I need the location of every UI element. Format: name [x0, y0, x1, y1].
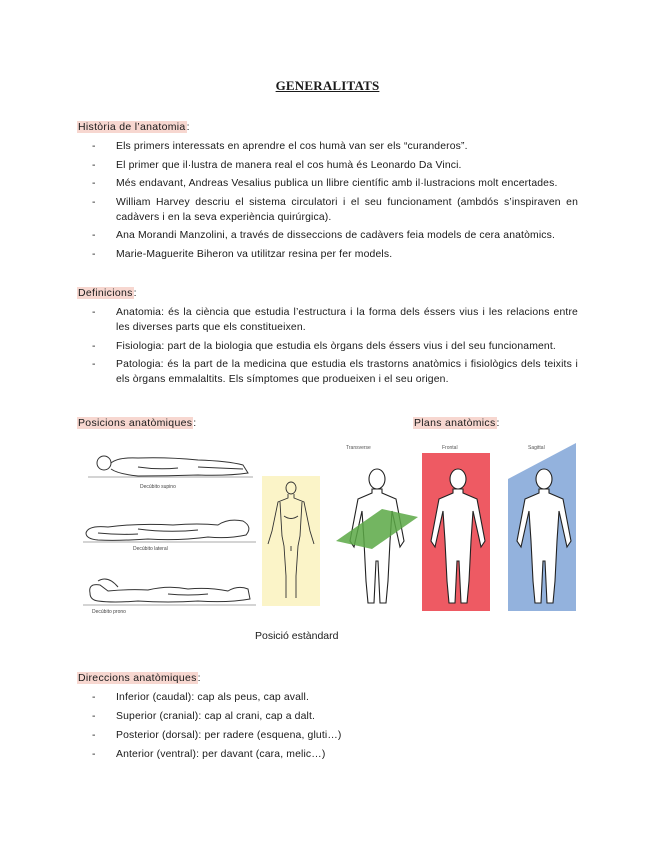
label-prone: Decúbito prono	[92, 609, 126, 615]
list-item-text: Patologia: és la part de la medicina que estudia els trastorns anatòmics i fisiològics dels teixits i els òrgans emmalaltits. Els símptomes que produeixen i el seu origen.	[116, 359, 578, 385]
list-item-text: Anterior (ventral): per davant (cara, melic…)	[116, 749, 326, 760]
list-item	[77, 176, 578, 191]
list-item	[77, 158, 578, 173]
list-item	[77, 690, 578, 705]
directions-list	[77, 690, 578, 766]
positions-heading-text: Posicions anatòmiques	[78, 417, 193, 429]
transverse-plane	[336, 509, 418, 549]
prone-figure	[83, 579, 256, 605]
bullet-dash: -	[92, 749, 96, 760]
label-sagittal: Sagittal	[528, 445, 545, 451]
list-item	[77, 747, 578, 762]
lateral-figure	[83, 520, 256, 542]
section-heading-planes	[413, 417, 500, 429]
lying-positions-figure	[78, 443, 260, 615]
list-item-text: William Harvey descriu el sistema circulatori i el seu funcionament (ambdós s’inspiraven en cadàvers i en la seva experiència quirúrgica).	[116, 196, 578, 223]
definitions-heading-colon: :	[133, 287, 137, 299]
section-heading-definitions	[77, 287, 137, 299]
planes-heading-colon: :	[496, 417, 500, 429]
bullet-dash: -	[92, 307, 96, 318]
list-item	[77, 709, 578, 724]
planes-heading-text: Plans anatòmics	[414, 417, 496, 429]
list-item-text: Anatomia: és la ciència que estudia l’estructura i la forma dels éssers vius i les relacions entre les diverses parts que els constitueixen.	[116, 307, 578, 333]
standard-position-caption: Posició estàndard	[255, 630, 339, 642]
list-item-text: Més endavant, Andreas Vesalius publica un llibre científic amb il·lustracions molt encertades.	[116, 178, 558, 189]
list-item	[77, 247, 578, 262]
list-item	[77, 228, 578, 243]
anatomical-planes-figure	[336, 441, 578, 611]
label-supine: Decúbito supino	[140, 484, 176, 490]
section-heading-history	[77, 121, 190, 133]
bullet-dash: -	[92, 340, 96, 352]
history-list	[77, 139, 578, 265]
section-heading-directions	[77, 672, 201, 684]
list-item-text: Fisiologia: part de la biologia que estudia els òrgans dels éssers vius i del seu funcionament.	[116, 340, 556, 352]
section-heading-positions	[77, 417, 197, 429]
bullet-dash: -	[92, 141, 96, 152]
list-item	[77, 305, 578, 335]
history-heading-text: Història de l’anatomia	[78, 121, 186, 133]
list-item	[77, 728, 578, 743]
supine-figure	[88, 456, 253, 477]
list-item	[77, 139, 578, 154]
label-frontal: Frontal	[442, 445, 458, 451]
bullet-dash: -	[92, 159, 96, 171]
bullet-dash: -	[92, 178, 96, 189]
directions-heading-colon: :	[197, 672, 201, 684]
list-item	[77, 195, 578, 225]
bullet-dash: -	[92, 730, 96, 741]
label-transverse: Transverse	[346, 445, 371, 451]
label-lateral: Decúbito lateral	[133, 546, 168, 552]
page-title: GENERALITATS	[275, 78, 380, 93]
directions-heading-text: Direccions anatòmiques	[78, 672, 197, 684]
list-item-text: Posterior (dorsal): per radere (esquena, gluti…)	[116, 730, 342, 741]
list-item-text: El primer que il·lustra de manera real el cos humà és Leonardo Da Vinci.	[116, 159, 462, 171]
list-item-text: Els primers interessats en aprendre el cos humà van ser els “curanderos”.	[116, 141, 468, 152]
list-item-text: Superior (cranial): cap al crani, cap a dalt.	[116, 711, 316, 722]
bullet-dash: -	[92, 248, 96, 260]
bullet-dash: -	[92, 692, 96, 703]
list-item	[77, 339, 578, 354]
list-item-text: Marie-Maguerite Biheron va utilitzar resina per fer models.	[116, 248, 393, 260]
list-item-text: Inferior (caudal): cap als peus, cap avall.	[116, 692, 309, 703]
list-item-text: Ana Morandi Manzolini, a través de disseccions de cadàvers feia models de cera anatòmics.	[116, 230, 556, 241]
definitions-heading-text: Definicions	[78, 287, 133, 299]
bullet-dash: -	[92, 230, 96, 241]
bullet-dash: -	[92, 711, 96, 722]
standard-position-figure	[262, 476, 320, 606]
bullet-dash: -	[92, 196, 96, 208]
positions-heading-colon: :	[193, 417, 197, 429]
list-item	[77, 357, 578, 387]
bullet-dash: -	[92, 359, 96, 370]
definitions-list	[77, 305, 578, 391]
history-heading-colon: :	[186, 121, 190, 133]
